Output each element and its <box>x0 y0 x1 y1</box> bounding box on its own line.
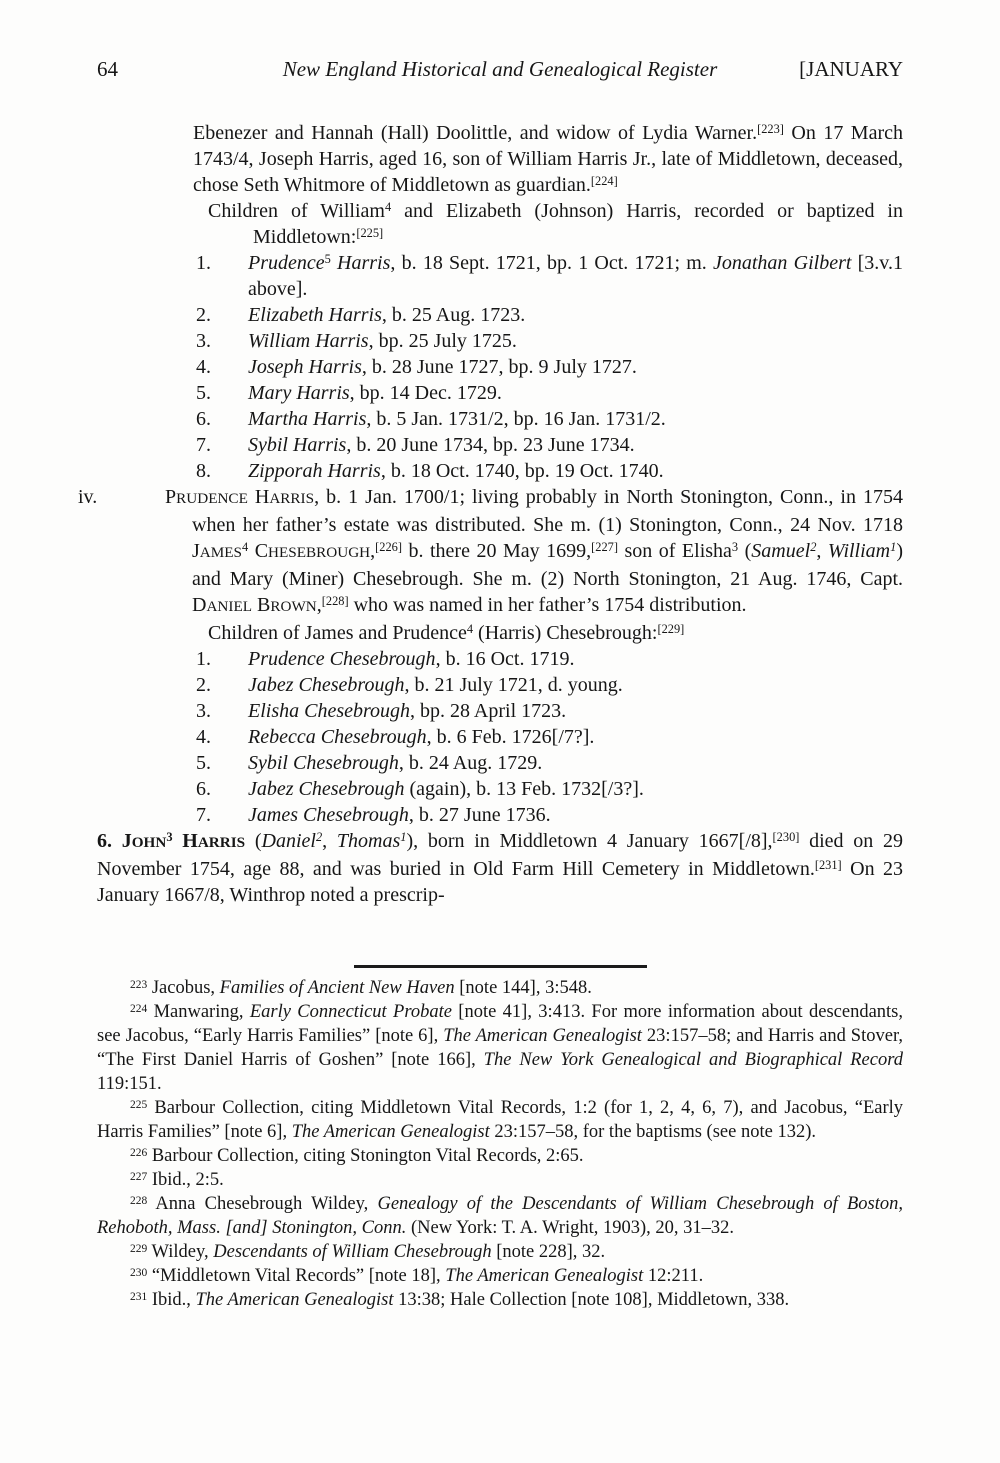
item-label: 1. <box>196 252 211 274</box>
footnote-number: 230 <box>130 1266 148 1279</box>
small-caps-name: JOHN <box>121 830 167 852</box>
child-item: 2. Jabez Chesebrough, b. 21 July 1721, d. young. <box>196 674 623 696</box>
item-label: 6. <box>196 408 211 430</box>
child-item: 2. Elizabeth Harris, b. 25 Aug. 1723. <box>196 304 526 326</box>
item-label: 3. <box>196 330 211 352</box>
small-caps-name: JAMES <box>192 540 242 562</box>
item-label: 5. <box>196 752 211 774</box>
footnote-230: $^{230}$ “Middletown Vital Records” [note 18], The American Genealogist 12:211. <box>130 1266 704 1286</box>
footnote-number: 225 <box>130 1098 148 1111</box>
footnote-225: $^{225}$ Barbour Collection, citing Middletown Vital Records, 1:2 (for 1, 2, 4, 6, 7), and Jacobus, “Early Harris Families” [note 6], The American Genealogist 23:157–58, for the baptisms (see note 132). <box>97 1098 904 1142</box>
entry-prudence-harris: iv. PRUDENCE HARRIS, b. 1 Jan. 1700/1; living probably in North Stonington, Conn., in 1754 when her father’s estate was distributed. She m. (1) Stonington, Conn., 24 Nov. 1718 JAMES$^4$ CHESEBROUGH,[226] b. there 20 May 1699,[227] son of Elisha$^3$ (Samuel$^2$, William$^1$) and Mary (Miner) Chesebrough. She m. (2) North Stonington, 21 Aug. 1746, Capt. DANIEL BROWN,[228] who was named in her father’s 1754 distribution. <box>78 486 903 616</box>
item-label: 1. <box>196 648 211 670</box>
footnote-231: $^{231}$ Ibid., The American Genealogist 13:38; Hale Collection [note 108], Middletown, 338. <box>130 1290 790 1310</box>
footnote-number: 223 <box>130 978 148 991</box>
footnote-228: $^{228}$ Anna Chesebrough Wildey, Genealogy of the Descendants of William Chesebrough of Boston, Rehoboth, Mass. [and] Stonington, Conn. (New York: T. A. Wright, 1903), 20, 31–32. <box>97 1194 903 1238</box>
small-caps-name: CHESEBROUGH <box>248 540 371 562</box>
footnotes <box>97 976 903 1312</box>
children-heading-james: Children of James and Prudence$^4$ (Harris) Chesebrough:[229] <box>208 622 685 644</box>
item-label: 4. <box>196 356 211 378</box>
item-label: iv. <box>78 486 98 508</box>
footnote-224: $^{224}$ Manwaring, Early Connecticut Probate [note 41], 3:413. For more information about descendants, see Jacobus, “Early Harris Families” [note 6], The American Genealogist 23:157–58; and Harris and Stover, “The First Daniel Harris of Goshen” [note 166], The New York Genealogical and Biographical Record 119:151. <box>97 1002 903 1094</box>
child-item: 7. James Chesebrough, b. 27 June 1736. <box>196 804 551 826</box>
item-label: 3. <box>196 700 211 722</box>
item-label: 8. <box>196 460 211 482</box>
small-caps-name: HARRIS <box>172 830 246 852</box>
child-item: 7. Sybil Harris, b. 20 June 1734, bp. 23 June 1734. <box>196 434 635 456</box>
footnote-number: 224 <box>130 1002 148 1015</box>
child-item: 1. Prudence$^5$ Harris, b. 18 Sept. 1721, bp. 1 Oct. 1721; m. Jonathan Gilbert [3.v.1 above]. <box>196 252 903 300</box>
page-number: 64 <box>97 57 118 81</box>
child-item: 6. Martha Harris, b. 5 Jan. 1731/2, bp. 16 Jan. 1731/2. <box>196 408 666 430</box>
item-label: 2. <box>196 674 211 696</box>
child-item: 5. Sybil Chesebrough, b. 24 Aug. 1729. <box>196 752 543 774</box>
issue-label: [JANUARY <box>799 57 903 81</box>
journal-title: New England Historical and Genealogical Register <box>282 57 718 81</box>
running-header <box>97 56 903 82</box>
footnote-number: 228 <box>130 1194 148 1207</box>
item-label: 5. <box>196 382 211 404</box>
footnote-number: 229 <box>130 1242 148 1255</box>
item-label: 7. <box>196 434 211 456</box>
body-text <box>78 120 904 908</box>
footnote-226: $^{226}$ Barbour Collection, citing Stonington Vital Records, 2:65. <box>130 1146 584 1166</box>
child-item: 5. Mary Harris, bp. 14 Dec. 1729. <box>196 382 502 404</box>
item-label: 7. <box>196 804 211 826</box>
small-caps-name: DANIEL BROWN <box>192 594 317 616</box>
entry-john-harris: 6. JOHN$^3$ HARRIS (Daniel$^2$, Thomas$^1$), born in Middletown 4 January 1667[/8],[230] died on 29 November 1754, age 88, and was buried in Old Farm Hill Cemetery in Middletown.[231] On 23 January 1667/8, Winthrop noted a prescrip- <box>97 830 904 906</box>
paragraph-guardian: Ebenezer and Hannah (Hall) Doolittle, and widow of Lydia Warner.[223] On 17 March 1743/4, Joseph Harris, aged 16, son of William Harris Jr., late of Middletown, deceased, chose Seth Whitmore of Middletown as guardian.[224] <box>193 122 904 196</box>
footnote-number: 227 <box>130 1170 148 1183</box>
child-item: 3. Elisha Chesebrough, bp. 28 April 1723. <box>196 700 567 722</box>
child-item: 1. Prudence Chesebrough, b. 16 Oct. 1719. <box>196 648 575 670</box>
children-heading-william: Children of William$^4$ and Elizabeth (Johnson) Harris, recorded or baptized in Middletown:[225] <box>208 200 903 248</box>
footnote-223: $^{223}$ Jacobus, Families of Ancient New Haven [note 144], 3:548. <box>130 978 592 998</box>
child-item: 4. Rebecca Chesebrough, b. 6 Feb. 1726[/7?]. <box>196 726 595 748</box>
small-caps-name: PRUDENCE HARRIS <box>165 486 315 508</box>
child-item: 8. Zipporah Harris, b. 18 Oct. 1740, bp. 19 Oct. 1740. <box>196 460 664 482</box>
footnote-number: 226 <box>130 1146 148 1159</box>
footnote-number: 231 <box>130 1290 148 1303</box>
item-label: 4. <box>196 726 211 748</box>
item-label: 2. <box>196 304 211 326</box>
child-item: 3. William Harris, bp. 25 July 1725. <box>196 330 517 352</box>
footnote-229: $^{229}$ Wildey, Descendants of William Chesebrough [note 228], 32. <box>130 1242 606 1262</box>
footnote-227: $^{227}$ Ibid., 2:5. <box>130 1170 224 1190</box>
child-item: 6. Jabez Chesebrough (again), b. 13 Feb. 1732[/3?]. <box>196 778 644 800</box>
item-label: 6. <box>196 778 211 800</box>
child-item: 4. Joseph Harris, b. 28 June 1727, bp. 9 July 1727. <box>196 356 637 378</box>
footnote-divider <box>354 965 647 968</box>
